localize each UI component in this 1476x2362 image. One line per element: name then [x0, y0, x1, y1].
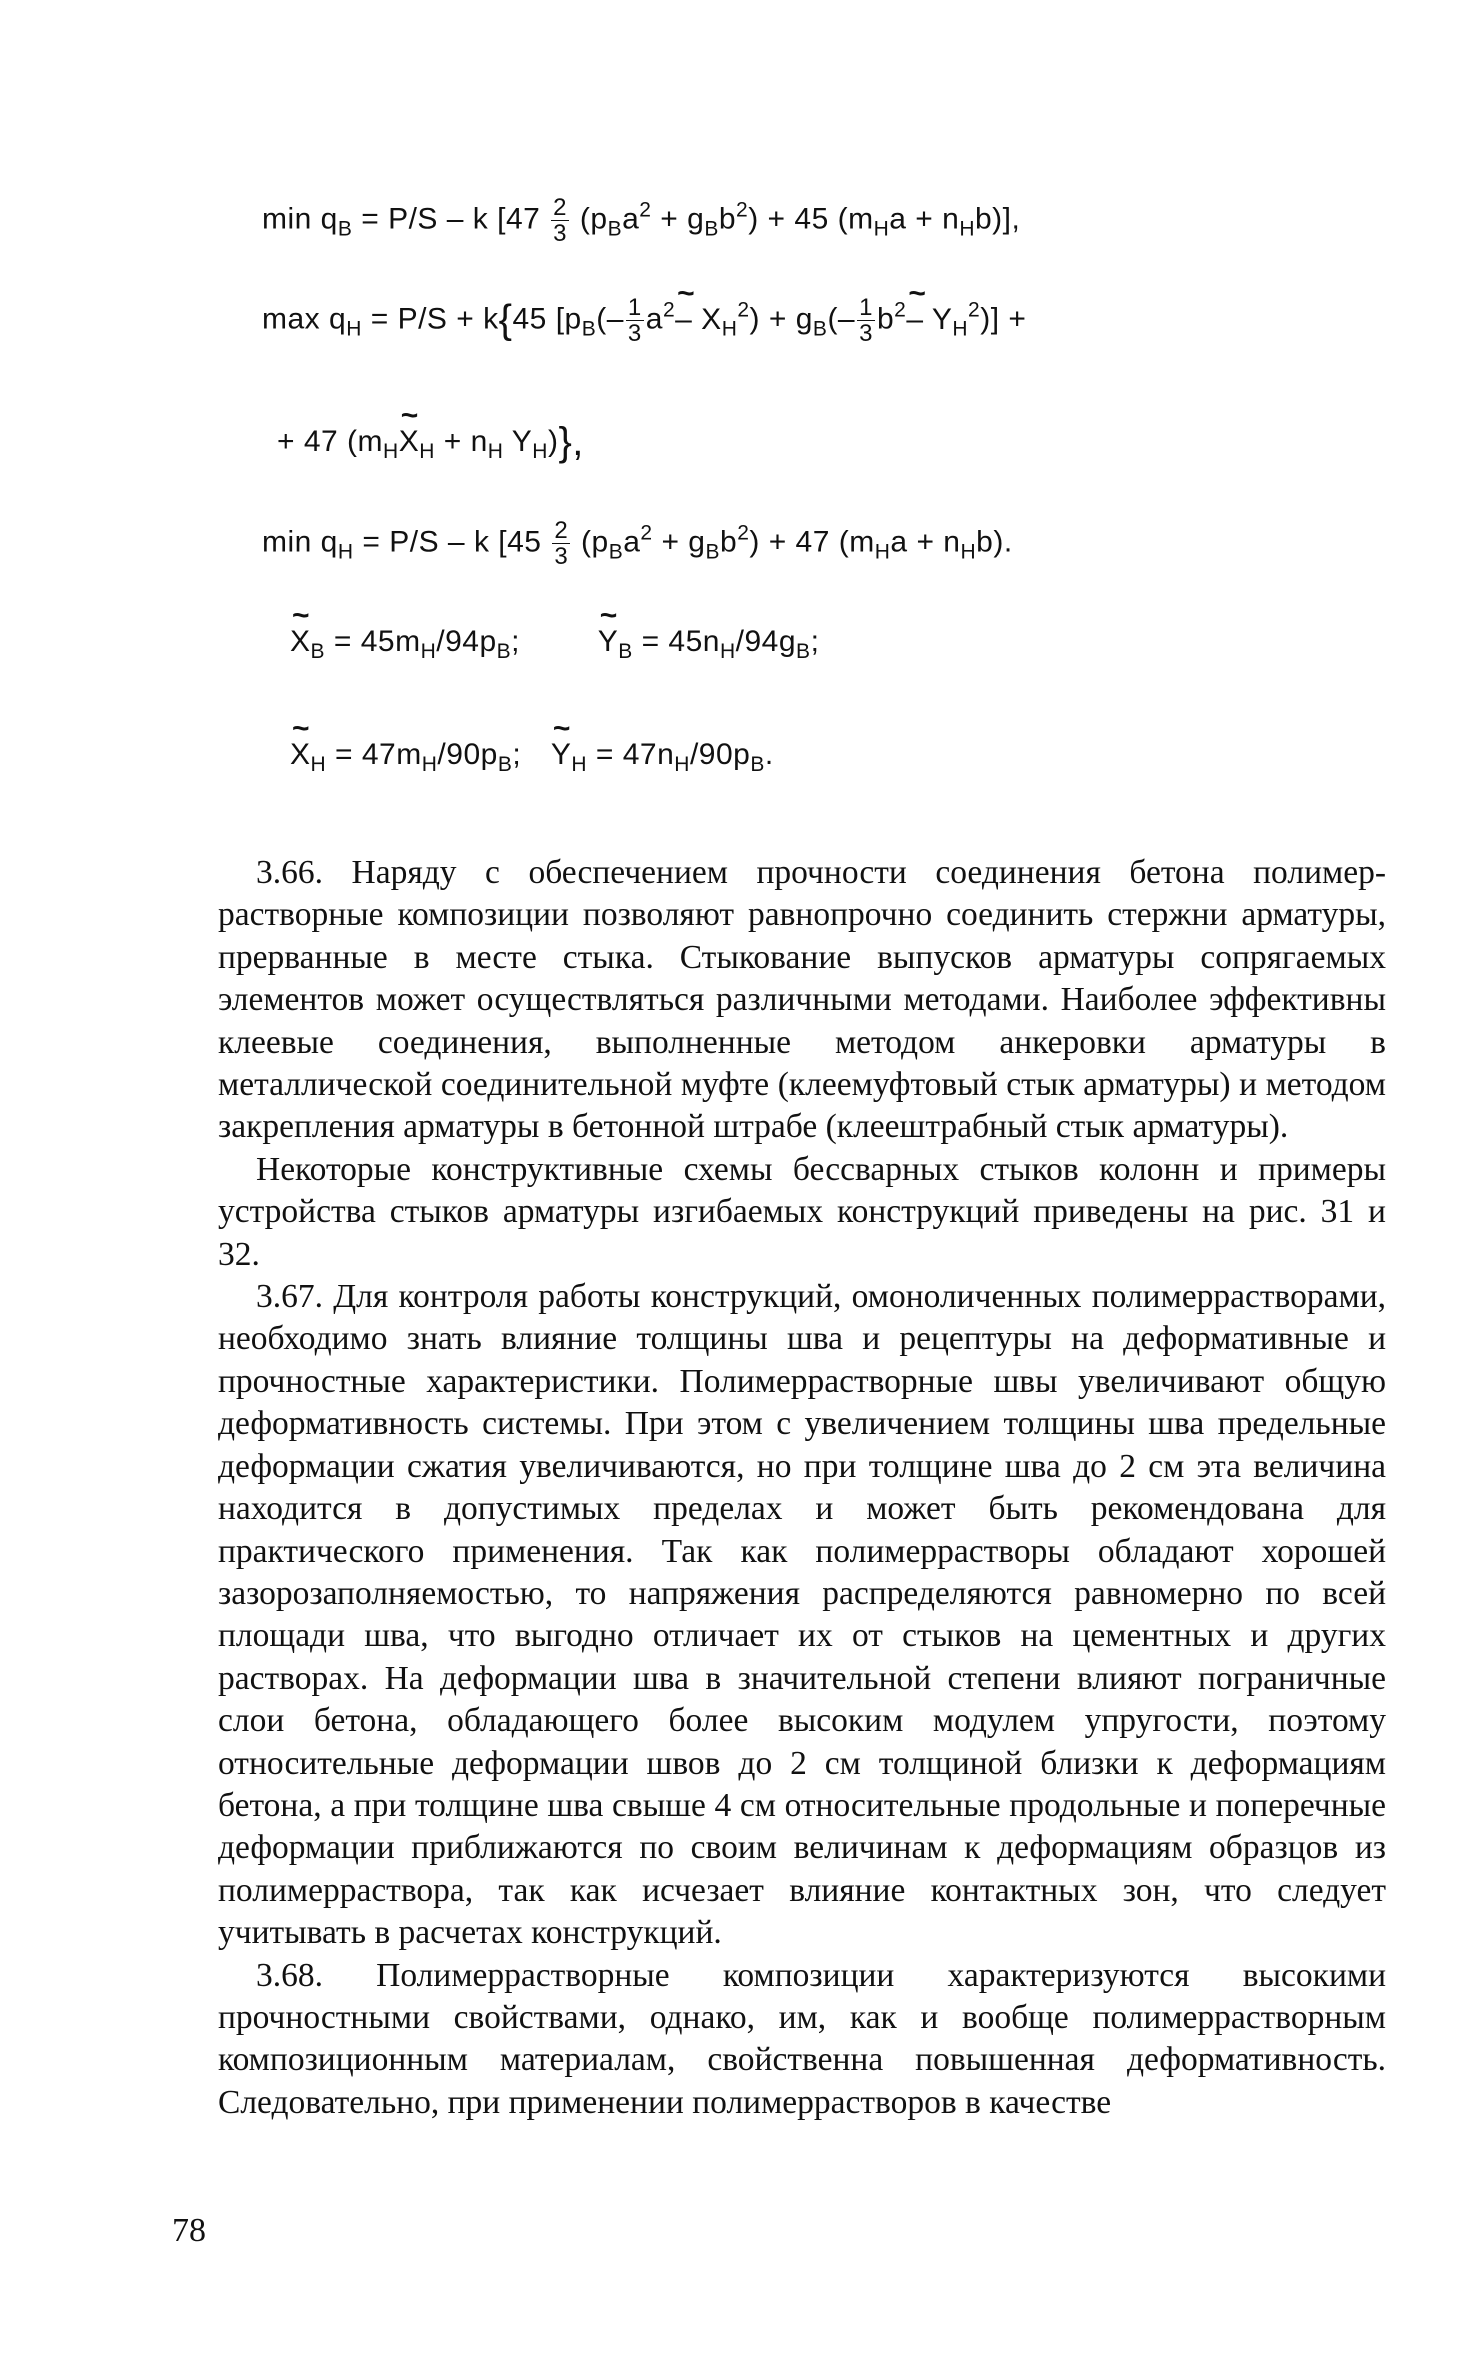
- formula-xh-yh: ~ $X_H = 47m_H/90p_B$; ~ $Y_H = 47n_H/90p_B$.: [290, 738, 774, 777]
- formula-min-qb: $\min q_B = P/S - k$ [47 $\frac{2}{3}$ $(p_Ba^2 + g_Bb^2) + 45$ $(m_Ha + n_Hb)$],: [262, 194, 1021, 248]
- tilde-x: ~ – X: [675, 303, 722, 337]
- paragraph-3-67: 3.67. Для контроля работы конструкций, омоноличенных полимеррастворами, необходимо знать влияние толщины шва и рецептуры на деформативные и прочностные характеристики. Полимеррастворные швы увеличивают общую деформативность системы. При этом с увеличением толщины шва предельные деформации сжатия увеличиваются, но при толщине шва до 2 см эта величина находится в допустимых пределах и может быть рекомендована для практического применения. Так как полимеррастворы обладают хорошей зазорозаполняемостью, то напряжения распределяются равномерно по всей площади шва, что выгодно отличает их от стыков на цементных и других растворах. На деформации шва в значительной степени влияют пограничные слои бетона, обладающего более высоким модулем упругости, поэтому относительные деформации швов до 2 см толщиной близки к деформациям бетона, а при толщине шва свыше 4 см относительные продольные и поперечные деформации приближаются по своим величинам к деформациям образцов из полимерраствора, так как исчезает влияние контактных зон, что следует учитывать в расчетах конструкций.: [218, 1278, 1386, 1952]
- formula-max-qh-cont: + 47 ($m_H\sim$ $X_H + n_H$ $Y_H$)},: [277, 420, 584, 465]
- paragraph-references: Некоторые конструктивные схемы бессварных стыков колонн и примеры устройства стыков арматуры изгибаемых конструкций приведены на рис. 31 и 32.: [218, 1150, 1386, 1273]
- tilde-y: ~ Y: [551, 738, 572, 772]
- tilde-x: ~ X: [290, 625, 311, 659]
- tilde-y: ~ Y: [598, 625, 619, 659]
- formula-max-qh: $\max q_H = P/S + k\{45$ [$p_B(-$ $\frac{1}{3}$ $a^2\sim - X_H^2) + g_B(-$ $\frac{1}{3}$ $b^2\sim - Y_H^2$)] +: [262, 295, 1026, 346]
- fraction: $\frac{2}{3}$: [553, 194, 568, 248]
- formula-min-qh: $\min q_H = P/S - k$ [45 $\frac{2}{3}$ $(p_Ba^2 + g_Bb^2) + 47$ $(m_Ha + n_Hb)$.: [262, 517, 1013, 571]
- tilde-x: ~ X: [290, 738, 311, 772]
- paragraph-3-66: 3.66. Наряду с обеспечением прочности соединения бетона полимеррастворные композиции позволяют равнопрочно соединить стержни арматуры, прерванные в месте стыка. Стыкование выпусков арматуры сопрягаемых элементов может осуществляться различными методами. Наиболее эффективны клеевые соединения, выполненные методом анкеровки арматуры в металлической соединительной муфте (клеемуфтовый стык арматуры) и методом закрепления арматуры в бетонной штрабе (клеештрабный стык арматуры).: [218, 854, 1386, 1146]
- body-text: [218, 852, 1386, 2124]
- paragraph-3-68: 3.68. Полимеррастворные композиции характеризуются высокими прочностными свойствами, однако, им, как и вообще полимеррастворным композиционным материалам, свойственна повышенная деформативность. Следовательно, при применении полимеррастворов в качестве: [218, 1956, 1386, 2121]
- page-number: 78: [172, 2212, 206, 2249]
- fraction: $\frac{1}{3}$: [627, 294, 642, 348]
- tilde-x: ~ X: [399, 425, 420, 459]
- fraction: $\frac{1}{3}$: [859, 294, 873, 348]
- formula-xb-yb: ~ $X_B = 45m_H/94p_B$; ~ $Y_B = 45n_H/94g_B$;: [290, 625, 819, 664]
- fraction: $\frac{2}{3}$: [554, 517, 569, 571]
- tilde-y: ~ – Y: [906, 303, 952, 337]
